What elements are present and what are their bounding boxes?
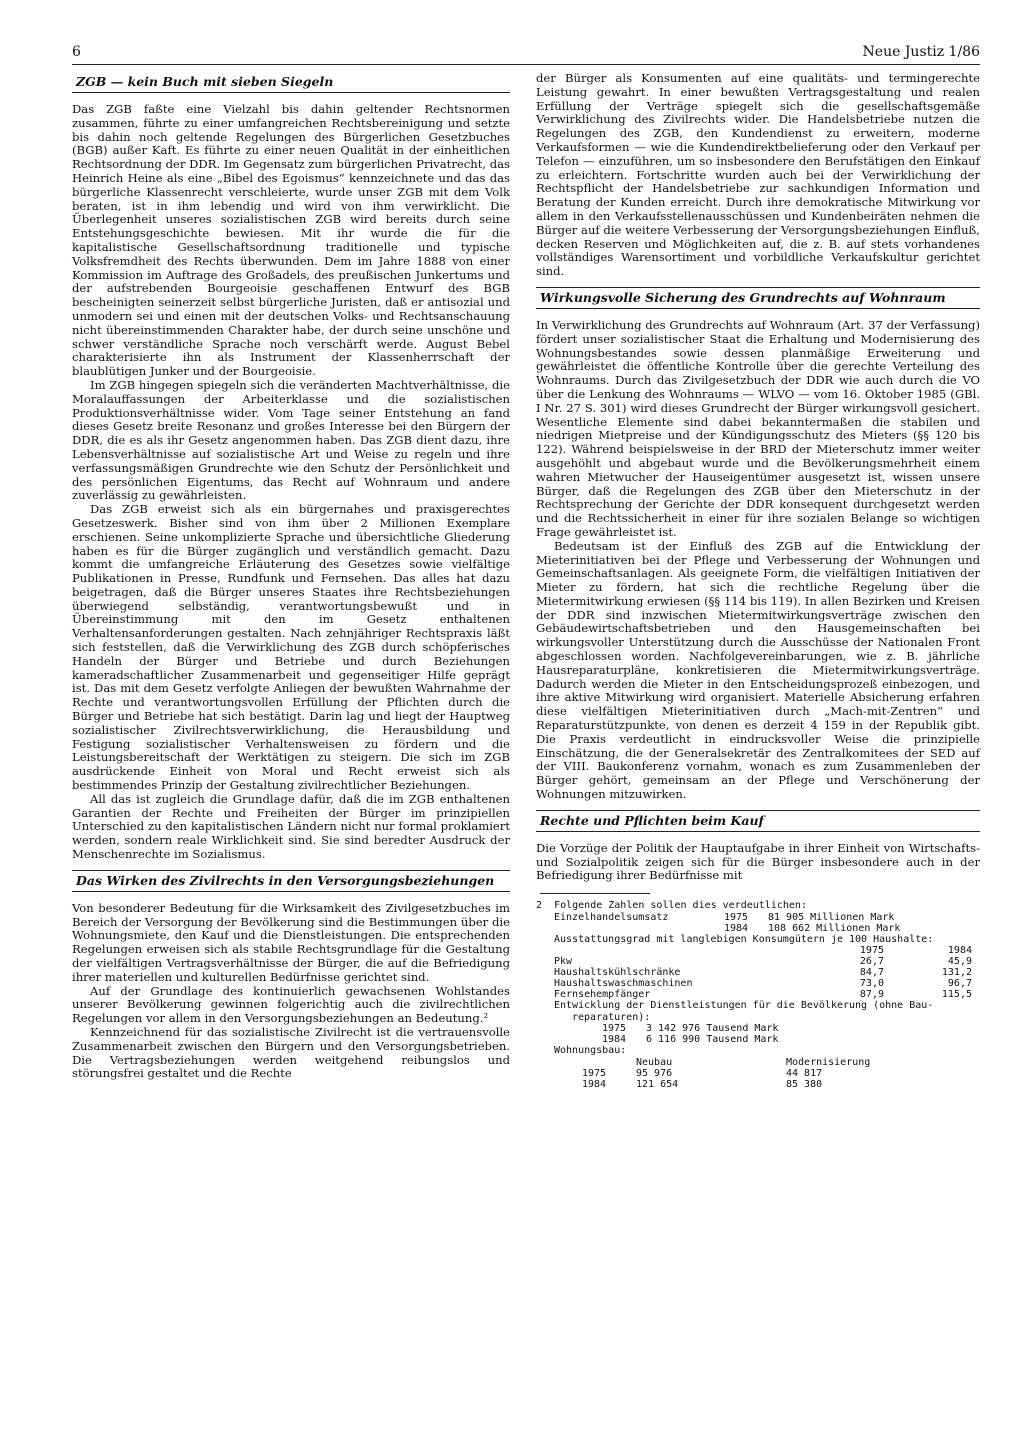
table-cell: 115,5 — [941, 989, 972, 1001]
table-cell: Haushaltskühlschränke — [554, 967, 681, 979]
paragraph: Auf der Grundlage des kontinuierlich gewachsenen Wohlstandes unserer Bevölkerung gewinnen folgerichtig auch die zivilrechtlichen Regelungen vor allem in den Versorgungsbeziehungen an Bedeutung.² — [72, 983, 510, 1026]
table-row — [536, 1068, 980, 1079]
paragraph: der Bürger als Konsumenten auf eine qualitäts- und termingerechte Leistung gewahrt. In einer bewußten Vertragsgestaltung und realen Erfüllung der Verträge spiegelt sich die gesellschaftsgemäße Verwirklichung des Zivilrechts wider. Die Handelsbetriebe nutzen die Regelungen des ZGB, den Kundendienst zu erweitern, moderne Verkaufsformen — wie die Kundendirektbelieferung oder den Verkauf per Telefon — einzuführen, um so insbesondere den Berufstätigen den Einkauf zu erleichtern. Fortschritte wurden auch bei der Verwirklichung der Rechtspflicht der Handelsbetriebe zur sachkundigen Information und Beratung der Kunden erreicht. Durch ihre demokratische Mitwirkung vor allem in den Verkaufsstellenausschüssen und Kundenbeiräten nehmen die Bürger auf die weitere Verbesserung der Versorgungsbeziehungen Einfluß, decken Reserven und Möglichkeiten auf, die z. B. auf stets vorhandenes vollständiges Warensortiment und vorbildliche Verkaufskultur gerichtet sind. — [536, 71, 980, 279]
section-rule — [536, 831, 980, 832]
table-row — [536, 923, 980, 934]
footnote-intro: Folgende Zahlen sollen dies verdeutlichen: — [554, 900, 807, 912]
table-cell: 96,7 — [947, 978, 972, 990]
table-row — [536, 956, 980, 967]
housing-title: Wohnungsbau: — [554, 1045, 627, 1057]
section-rule — [536, 308, 980, 309]
table-cell: 44 817 — [786, 1067, 823, 1079]
table-cell: 121 654 — [636, 1078, 679, 1090]
table-cell: 95 976 — [636, 1067, 673, 1079]
footnote-intro-line — [536, 900, 980, 912]
section-heading-wohnraum: Wirkungsvolle Sicherung des Grundrechts auf Wohnraum — [540, 289, 946, 305]
table-cell: 1984 — [724, 922, 749, 934]
table-cell: 87,9 — [859, 989, 884, 1001]
footnote — [536, 893, 980, 1090]
footnote-number: 2 — [536, 900, 543, 912]
table-cell: Haushaltswaschmaschinen — [554, 978, 693, 990]
table-row — [536, 912, 980, 923]
table-cell: 1975 — [602, 1023, 627, 1035]
table-cell: 81 905 Millionen Mark — [768, 911, 895, 923]
services-title: Entwicklung der Dienstleistungen für die Bevölkerung (ohne Bau- — [554, 1000, 934, 1012]
table-cell: 131,2 — [941, 967, 972, 979]
section-rule — [72, 891, 510, 892]
table-header-row — [536, 945, 980, 956]
retail-label: Einzelhandelsumsatz — [554, 911, 669, 923]
housing-table — [536, 1057, 980, 1090]
paragraph: Von besonderer Bedeutung für die Wirksamkeit des Zivilgesetzbuches im Bereich der Versorgung der Bevölkerung sind die Bestimmungen über die Wohnungsmiete, den Kauf und die Dienstleistungen. Die entsprechenden Regelungen erweisen sich als stabile Rechtsgrundlage für die Gestaltung der vielfältigen Vertragsverhältnisse der Bürger, die auf die Befriedigung ihrer materiellen und kulturellen Bedürfnisse gerichtet sind. — [72, 900, 510, 984]
table-cell: 1975 — [724, 911, 749, 923]
table-header: Modernisierung — [786, 1056, 871, 1068]
left-column — [72, 72, 510, 1081]
right-column — [536, 72, 980, 1090]
table-row — [536, 967, 980, 978]
paragraph: Kennzeichnend für das sozialistische Zivilrecht ist die vertrauensvolle Zusammenarbeit zwischen den Bürgern und den Versorgungsbetrieben. Die Vertragsbeziehungen werden weitgehend reibungslos und störungsfrei gestaltet und die Rechte — [72, 1025, 510, 1081]
table-cell: 1984 — [582, 1078, 607, 1090]
equip-title: Ausstattungsgrad mit langlebigen Konsumgütern je 100 Haushalte: — [554, 933, 934, 945]
table-header: 1984 — [947, 945, 972, 957]
table-header-row — [536, 1057, 980, 1068]
paragraph: Die Vorzüge der Politik der Hauptaufgabe in ihrer Einheit von Wirtschafts- und Sozialpolitik zeigen sich für die Bürger insbesondere auch in der Befriedigung ihrer Bedürfnisse mit — [536, 840, 980, 883]
paragraph: Im ZGB hingegen spiegeln sich die veränderten Machtverhältnisse, die Moralauffassungen der Arbeiterklasse und die sozialistischen Produktionsverhältnisse wider. Vom Tage seiner Entstehung an fand dieses Gesetz breite Resonanz und großes Interesse bei den Bürgern der DDR, die es als ihr Gesetz angenommen haben. Das ZGB dient dazu, ihre Lebensverhältnisse auf sozialistische Art und Weise zu regeln und ihre verfassungsmäßigen Grundrechte wie den Schutz der Persönlichkeit und des persönlichen Eigentums, das Recht auf Wohnraum und andere zuverlässig zu gewährleisten. — [72, 377, 510, 503]
table-cell: 84,7 — [859, 967, 884, 979]
table-row — [536, 978, 980, 989]
paragraph: Das ZGB erweist sich als ein bürgernahes und praxisgerechtes Gesetzeswerk. Bisher sind von ihm über 2 Millionen Exemplare erschienen. Seine unkomplizierte Sprache und übersichtliche Gliederung haben es für die Bürger zugänglich und verständlich gemacht. Dazu kommt die umfangreiche Erläuterung des Gesetzes sowie vielfältige Publikationen in Presse, Rundfunk und Fernsehen. Das alles hat dazu beigetragen, daß die Bürger unseres Staates ihre Rechtsbeziehungen überwiegend selbständig, verantwortungsbewußt und in Übereinstimmung mit den im Gesetz enthaltenen Verhaltensanforderungen gestalten. Nach zehnjähriger Rechtspraxis läßt sich feststellen, daß die Verwirklichung des ZGB durch schöpferisches Handeln der Bürger und Betriebe und durch Beziehungen kameradschaftlicher Zusammenarbeit und gegenseitiger Hilfe geprägt ist. Das mit dem Gesetz verfolgte Anliegen der bewußten Wahrnahme der Rechte und verantwortungsvollen Erfüllung der Pflichten durch die Bürger und Betriebe hat sich bestätigt. Darin lag und liegt der Hauptweg sozialistischer Zivilrechtsverwirklichung, die Herausbildung und Festigung sozialistischer Verhaltensweisen zu fördern und die Leistungsbereitschaft der Werktätigen zu steigern. Die sich im ZGB ausdrückende Einheit von Moral und Recht erweist sich als bestimmendes Prinzip der Gestaltung zivilrechtlicher Beziehungen. — [72, 502, 510, 793]
table-row — [536, 1023, 980, 1034]
retail-table — [536, 912, 980, 934]
paragraph: Das ZGB faßte eine Vielzahl bis dahin geltender Rechtsnormen zusammen, führte zu einer umfangreichen Rechtsbereinigung und setzte bis dahin noch geltende Regelungen des Bürgerlichen Gesetzbuches (BGB) außer Kaft. Es führte zu einer neuen Qualität in der einheitlichen Rechtsordnung der DDR. Im Gegensatz zum bürgerlichen Privatrecht, das Heinrich Heine als eine „Bibel des Egoismus“ kennzeichnete und das das bürgerliche Klassenrecht verschleierte, wurde unser ZGB mit dem Volk beraten, ist in ihm lebendig und wird von ihm verwirklicht. Die Überlegenheit unseres sozialistischen ZGB wird bereits durch seine Entstehungsgeschichte bewiesen. Mit ihr wurde die für die kapitalistische Gesellschaftsordnung traditionelle und typische Volksfremdheit des Rechts überwunden. Dem im Jahre 1888 von einer Kommission im Auftrage des Großadels, des preußischen Junkertums und der aufstrebenden Bourgeoisie geschaffenen Entwurf des BGB bescheinigten seinerzeit selbst bürgerliche Juristen, daß er antisozial und unmodern sei und einen mit der deutschen Volks- und Rechtsanschauung nicht übereinstimmenden Charakter habe, der durch seine unschöne und schwer verständliche Sprache noch verschärft werde. August Bebel charakterisierte ihn als Instrument der Klassenherrschaft der blaublütigen Junker und der Bourgeoisie. — [72, 102, 511, 379]
paragraph: Bedeutsam ist der Einfluß des ZGB auf die Entwicklung der Mieterinitiativen bei der Pflege und Verbesserung der Wohnungen und Gemeinschaftsanlagen. Als geeignete Form, die vielfältigen Initiativen der Mieter zu fördern, hat sich die rechtliche Regelung über die Mietermitwirkung erwiesen (§§ 114 bis 119). In allen Bezirken und Kreisen der DDR sind inzwischen Mietermitwirkungsverträge zwischen den Gebäudewirtschaftsbetrieben und den Hausgemeinschaften bei wirkungsvoller Unterstützung durch die Ausschüsse der Nationalen Front abgeschlossen worden. Nachfolgevereinbarungen, wie z. B. jährliche Hausreparaturpläne, konkretisieren die Mietermitwirkungsverträge. Dadurch werden die Mieter in den Entscheidungsprozeß einbezogen, und ihre aktive Mitwirkung wird organisiert. Materielle Absicherung erfahren diese vielfältigen Mieterinitiativen durch „Mach-mit-Zentren“ und Reparaturstützpunkte, von denen es derzeit 4 159 in der Republik gibt. Die Praxis verdeutlicht in eindrucksvoller Weise die prinzipielle Einschätzung, die der Generalsekretär des Zentralkomitees der SED auf der VIII. Baukonferenz vornahm, wonach es zum Zusammenleben der Bürger gehört, gemeinsam an der Pflege und Verschönerung der Wohnungen mitzuwirken. — [536, 538, 980, 802]
header-rule — [72, 64, 980, 65]
table-cell: 26,7 — [859, 956, 884, 968]
journal-issue: Neue Justiz 1/86 — [862, 44, 980, 60]
services-table — [536, 1023, 980, 1045]
table-row — [536, 1079, 980, 1090]
table-cell: 108 662 Millionen Mark — [768, 922, 901, 934]
table-cell: 85 380 — [786, 1078, 823, 1090]
table-header: Neubau — [636, 1056, 673, 1068]
table-cell: Pkw — [554, 956, 573, 968]
services-title-cont: reparaturen): — [572, 1011, 651, 1023]
table-cell: 45,9 — [947, 956, 972, 968]
table-row — [536, 989, 980, 1000]
table-cell: 3 142 976 Tausend Mark — [646, 1023, 779, 1035]
paragraph: All das ist zugleich die Grundlage dafür, daß die im ZGB enthaltenen Garantien der Rechte und Freiheiten der Bürger im prinzipiellen Unterschied zu den kapitalistischen Ländern nicht nur formal proklamiert werden, sondern reale Wirklichkeit sind. Sie sind beredter Ausdruck der Menschenrechte im Sozialismus. — [72, 791, 510, 862]
table-header: 1975 — [859, 945, 884, 957]
equip-table — [536, 945, 980, 1000]
section-heading-zgb: ZGB — kein Buch mit sieben Siegeln — [76, 74, 334, 89]
table-cell: 73,0 — [859, 978, 884, 990]
section-heading-versorgung: Das Wirken des Zivilrechts in den Versorgungsbeziehungen — [76, 872, 495, 888]
page-number: 6 — [72, 44, 81, 60]
table-cell: 1975 — [582, 1067, 607, 1079]
section-rule — [72, 92, 510, 93]
section-heading-kauf: Rechte und Pflichten beim Kauf — [540, 812, 764, 828]
table-cell: Fernsehempfänger — [554, 989, 651, 1001]
footnote-rule — [540, 893, 650, 894]
paragraph: In Verwirklichung des Grundrechts auf Wohnraum (Art. 37 der Verfassung) fördert unser sozialistischer Staat die Erhaltung und Modernisierung des Wohnungsbestandes sowie dessen planmäßige Erweiterung und gewährleistet die öffentliche Kontrolle über die gerechte Verteilung des Wohnraums. Durch das Zivilgesetzbuch der DDR wie auch durch die VO über die Lenkung des Wohnraums — WLVO — vom 16. Oktober 1985 (GBl. I Nr. 27 S. 301) wird dieses Grundrecht der Bürger wirkungsvoll gesichert. Wesentliche Elemente sind dabei bekanntermaßen die stabilen und niedrigen Mietpreise und der Kündigungsschutz des Mieters (§§ 120 bis 122). Während beispielsweise in der BRD der Mieterschutz immer weiter ausgehöhlt und abgebaut wurde und die Bevölkerungsmehrheit einem wahren Mietwucher der Hauseigentümer ausgesetzt ist, wissen unsere Bürger, daß die Regelungen des ZGB über den Mieterschutz in der Rechtsprechung der Gerichte der DDR konsequent durchgesetzt werden und die Rechtssicherheit in einer für ihre sozialen Belange so wichtigen Frage gewährleistet ist. — [536, 317, 980, 539]
table-cell: 1984 — [602, 1034, 627, 1046]
table-cell: 6 116 990 Tausend Mark — [646, 1034, 779, 1046]
table-row — [536, 1034, 980, 1045]
